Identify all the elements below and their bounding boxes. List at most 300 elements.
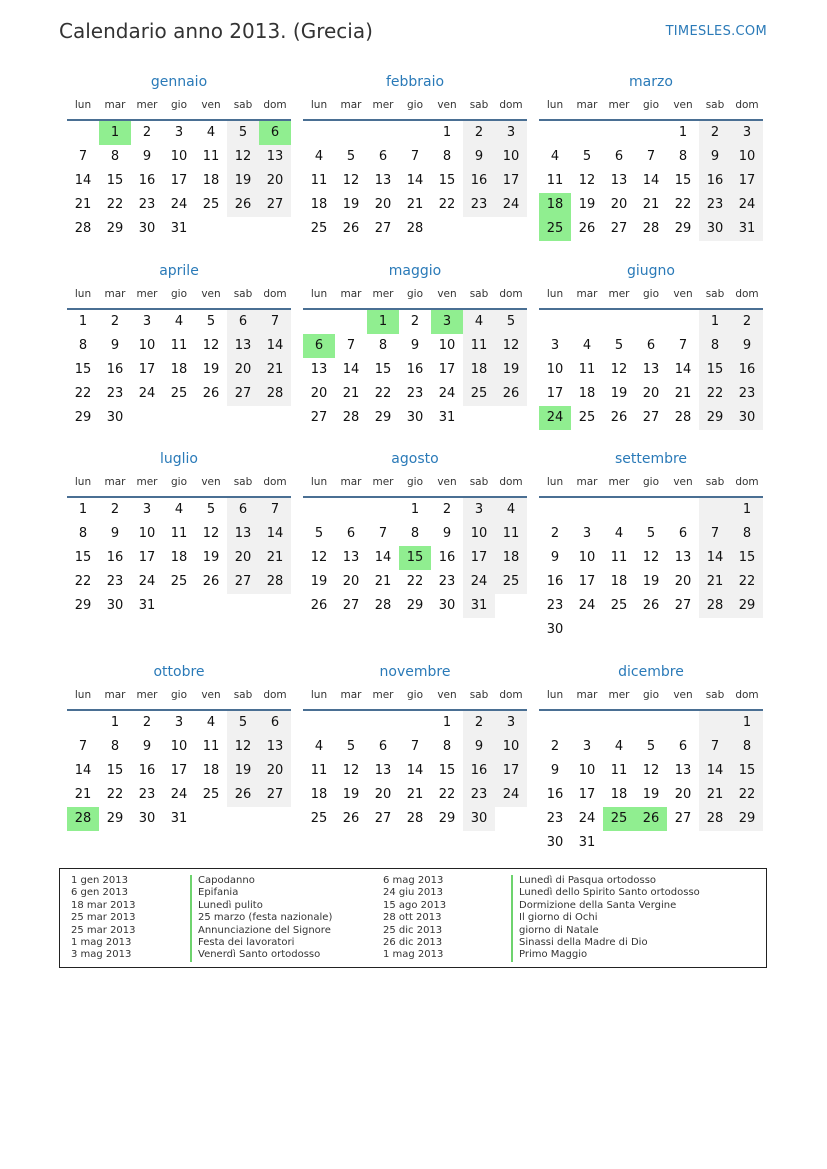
- weekday-label: dom: [499, 288, 523, 300]
- day-cell: 21: [406, 787, 424, 802]
- weekday-header: [303, 93, 527, 121]
- empty-cell: [303, 711, 335, 735]
- day-cell: 13: [642, 362, 660, 377]
- empty-cell: [67, 121, 99, 145]
- day-cell: 30: [138, 811, 156, 826]
- day-cell: 18: [170, 550, 188, 565]
- day-cell: 3: [495, 711, 527, 735]
- day-cell: 12: [202, 526, 220, 541]
- holiday-name: Primo Maggio: [511, 949, 587, 961]
- month-luglio: [67, 448, 291, 618]
- month-aprile: [67, 260, 291, 430]
- day-cell: 24: [438, 386, 456, 401]
- month-maggio: [303, 260, 527, 430]
- day-cell: 29: [74, 410, 92, 425]
- day-cell: 18: [202, 173, 220, 188]
- day-cell: 5: [614, 338, 624, 353]
- weekday-header: [539, 93, 763, 121]
- day-cell: 14: [699, 546, 731, 570]
- holiday-name: Dormizione della Santa Vergine: [511, 900, 676, 912]
- day-cell: 15: [438, 173, 456, 188]
- day-cell: 9: [699, 145, 731, 169]
- day-cell: 9: [442, 526, 452, 541]
- empty-cell: [731, 831, 763, 855]
- holiday-date: 1 gen 2013: [71, 875, 129, 886]
- day-cell: 7: [78, 739, 88, 754]
- empty-cell: [571, 310, 603, 334]
- holiday-entry: [60, 887, 700, 899]
- day-cell: 28: [74, 221, 92, 236]
- day-cell: 20: [227, 358, 259, 382]
- day-cell: 6: [259, 121, 291, 145]
- day-cell: 21: [674, 386, 692, 401]
- day-cell: 21: [74, 787, 92, 802]
- day-cell: 29: [74, 598, 92, 613]
- empty-cell: [603, 711, 635, 735]
- day-cell: 5: [495, 310, 527, 334]
- day-grid: [539, 310, 763, 430]
- day-cell: 27: [674, 811, 692, 826]
- day-cell: 9: [550, 763, 560, 778]
- day-cell: 31: [463, 594, 495, 618]
- day-cell: 19: [227, 169, 259, 193]
- day-cell: 10: [438, 338, 456, 353]
- day-cell: 5: [646, 739, 656, 754]
- day-cell: 21: [699, 783, 731, 807]
- day-cell: 2: [463, 711, 495, 735]
- day-cell: 10: [578, 550, 596, 565]
- day-cell: 29: [106, 221, 124, 236]
- day-cell: 16: [438, 550, 456, 565]
- day-cell: 19: [578, 197, 596, 212]
- day-cell: 14: [259, 522, 291, 546]
- day-cell: 7: [78, 149, 88, 164]
- holiday-entry: [60, 937, 648, 949]
- month-dicembre: [539, 661, 763, 855]
- day-cell: 15: [731, 759, 763, 783]
- weekday-label: sab: [233, 288, 253, 300]
- day-cell: 26: [202, 386, 220, 401]
- day-cell: 11: [170, 338, 188, 353]
- day-cell: 6: [227, 310, 259, 334]
- weekday-label: ven: [437, 99, 457, 111]
- day-cell: 22: [74, 574, 92, 589]
- empty-cell: [495, 406, 527, 430]
- weekday-label: dom: [735, 689, 759, 701]
- day-cell: 13: [259, 145, 291, 169]
- day-cell: 2: [142, 715, 152, 730]
- day-cell: 15: [399, 546, 431, 570]
- day-cell: 20: [227, 546, 259, 570]
- day-cell: 4: [206, 125, 216, 140]
- holiday-entry: [60, 875, 657, 887]
- weekday-label: dom: [735, 476, 759, 488]
- day-cell: 16: [106, 550, 124, 565]
- day-cell: 29: [406, 598, 424, 613]
- day-cell: 28: [406, 811, 424, 826]
- day-cell: 1: [78, 314, 88, 329]
- weekday-label: gio: [406, 288, 423, 300]
- day-cell: 29: [731, 594, 763, 618]
- day-cell: 15: [438, 763, 456, 778]
- empty-cell: [195, 217, 227, 241]
- day-cell: 29: [374, 410, 392, 425]
- day-cell: 10: [170, 739, 188, 754]
- day-cell: 4: [174, 502, 184, 517]
- day-cell: 28: [67, 807, 99, 831]
- day-cell: 10: [495, 735, 527, 759]
- holiday-name: Il giorno di Ochi: [511, 912, 598, 924]
- empty-cell: [259, 807, 291, 831]
- day-cell: 13: [674, 763, 692, 778]
- day-cell: 3: [582, 526, 592, 541]
- weekday-label: mar: [576, 99, 598, 111]
- day-cell: 25: [610, 598, 628, 613]
- weekday-label: ven: [437, 476, 457, 488]
- month-name: marzo: [629, 74, 673, 90]
- weekday-label: dom: [735, 288, 759, 300]
- holiday-name: Annunciazione del Signore: [190, 925, 331, 937]
- day-cell: 20: [310, 386, 328, 401]
- weekday-label: gio: [170, 689, 187, 701]
- day-cell: 29: [438, 811, 456, 826]
- day-cell: 17: [578, 787, 596, 802]
- weekday-label: sab: [705, 288, 725, 300]
- day-cell: 5: [227, 711, 259, 735]
- day-cell: 21: [259, 358, 291, 382]
- day-cell: 30: [106, 410, 124, 425]
- day-cell: 24: [170, 787, 188, 802]
- holiday-name: giorno di Natale: [511, 925, 599, 937]
- weekday-label: mer: [608, 689, 630, 701]
- day-cell: 26: [495, 382, 527, 406]
- day-cell: 2: [110, 502, 120, 517]
- weekday-label: mer: [136, 288, 158, 300]
- day-cell: 1: [442, 125, 452, 140]
- day-cell: 9: [463, 735, 495, 759]
- day-cell: 8: [442, 739, 452, 754]
- day-cell: 9: [731, 334, 763, 358]
- day-cell: 5: [206, 314, 216, 329]
- month-name: luglio: [160, 451, 198, 467]
- day-cell: 11: [546, 173, 564, 188]
- day-cell: 27: [342, 598, 360, 613]
- day-cell: 6: [646, 338, 656, 353]
- empty-cell: [571, 711, 603, 735]
- day-cell: 2: [410, 314, 420, 329]
- empty-cell: [699, 498, 731, 522]
- day-cell: 27: [610, 221, 628, 236]
- empty-cell: [571, 618, 603, 642]
- day-cell: 20: [259, 169, 291, 193]
- month-name: ottobre: [153, 664, 205, 680]
- holiday-date: 25 mar 2013: [71, 912, 136, 924]
- day-cell: 22: [438, 787, 456, 802]
- day-cell: 18: [539, 193, 571, 217]
- day-cell: 18: [202, 763, 220, 778]
- month-name: febbraio: [385, 74, 445, 90]
- weekday-label: mer: [608, 476, 630, 488]
- day-cell: 12: [642, 763, 660, 778]
- day-cell: 12: [342, 173, 360, 188]
- day-cell: 31: [578, 835, 596, 850]
- day-cell: 5: [206, 502, 216, 517]
- day-cell: 27: [227, 382, 259, 406]
- day-cell: 21: [259, 546, 291, 570]
- weekday-label: sab: [469, 689, 489, 701]
- day-cell: 2: [550, 739, 560, 754]
- day-cell: 22: [731, 570, 763, 594]
- day-cell: 15: [674, 173, 692, 188]
- day-cell: 30: [546, 835, 564, 850]
- empty-cell: [603, 498, 635, 522]
- weekday-label: mar: [576, 288, 598, 300]
- day-cell: 23: [546, 811, 564, 826]
- day-cell: 17: [546, 386, 564, 401]
- holiday-entry: [60, 899, 677, 912]
- day-cell: 9: [550, 550, 560, 565]
- day-cell: 18: [310, 197, 328, 212]
- day-cell: 12: [495, 334, 527, 358]
- day-cell: 12: [578, 173, 596, 188]
- empty-cell: [227, 406, 259, 430]
- day-cell: 16: [138, 173, 156, 188]
- day-grid: [303, 498, 527, 618]
- day-cell: 4: [174, 314, 184, 329]
- day-cell: 16: [138, 763, 156, 778]
- empty-cell: [667, 618, 699, 642]
- day-cell: 2: [142, 125, 152, 140]
- day-cell: 3: [174, 715, 184, 730]
- empty-cell: [335, 310, 367, 334]
- holiday-entry: [60, 924, 599, 937]
- day-cell: 8: [410, 526, 420, 541]
- weekday-label: sab: [705, 476, 725, 488]
- weekday-label: sab: [705, 99, 725, 111]
- month-febbraio: [303, 71, 527, 241]
- day-cell: 14: [74, 173, 92, 188]
- empty-cell: [635, 121, 667, 145]
- day-cell: 16: [546, 574, 564, 589]
- weekday-label: mer: [372, 689, 394, 701]
- day-cell: 24: [731, 193, 763, 217]
- day-cell: 3: [142, 314, 152, 329]
- day-cell: 6: [303, 334, 335, 358]
- day-cell: 19: [610, 386, 628, 401]
- day-cell: 12: [310, 550, 328, 565]
- day-cell: 25: [578, 410, 596, 425]
- day-cell: 10: [138, 338, 156, 353]
- day-cell: 9: [142, 739, 152, 754]
- day-grid: [539, 121, 763, 241]
- month-giugno: [539, 260, 763, 430]
- day-cell: 21: [642, 197, 660, 212]
- weekday-label: mar: [104, 476, 126, 488]
- empty-cell: [635, 711, 667, 735]
- day-grid: [303, 711, 527, 831]
- empty-cell: [463, 406, 495, 430]
- day-cell: 14: [642, 173, 660, 188]
- day-cell: 11: [170, 526, 188, 541]
- day-cell: 24: [539, 406, 571, 430]
- day-cell: 31: [438, 410, 456, 425]
- day-cell: 22: [406, 574, 424, 589]
- day-cell: 12: [227, 735, 259, 759]
- holiday-name: Lunedì di Pasqua ortodosso: [511, 875, 656, 887]
- empty-cell: [635, 831, 667, 855]
- day-cell: 7: [699, 735, 731, 759]
- holiday-entry: [60, 912, 598, 924]
- day-cell: 26: [635, 807, 667, 831]
- day-cell: 2: [731, 310, 763, 334]
- day-cell: 25: [495, 570, 527, 594]
- weekday-label: lun: [74, 689, 92, 701]
- day-cell: 13: [227, 522, 259, 546]
- day-cell: 24: [578, 598, 596, 613]
- empty-cell: [539, 711, 571, 735]
- day-cell: 19: [342, 197, 360, 212]
- day-cell: 15: [106, 173, 124, 188]
- day-cell: 13: [374, 763, 392, 778]
- weekday-label: sab: [233, 99, 253, 111]
- day-cell: 18: [310, 787, 328, 802]
- day-cell: 27: [259, 193, 291, 217]
- day-cell: 11: [610, 550, 628, 565]
- day-cell: 22: [674, 197, 692, 212]
- empty-cell: [227, 807, 259, 831]
- day-cell: 1: [678, 125, 688, 140]
- day-cell: 21: [374, 574, 392, 589]
- day-cell: 28: [374, 598, 392, 613]
- empty-cell: [335, 711, 367, 735]
- weekday-label: ven: [673, 288, 693, 300]
- holiday-date: 25 dic 2013: [383, 924, 443, 936]
- weekday-label: mar: [576, 689, 598, 701]
- empty-cell: [195, 594, 227, 618]
- day-cell: 7: [678, 338, 688, 353]
- day-grid: [67, 711, 291, 831]
- weekday-label: lun: [546, 476, 564, 488]
- weekday-label: dom: [263, 99, 287, 111]
- holiday-name: Lunedì pulito: [190, 900, 263, 912]
- day-cell: 16: [106, 362, 124, 377]
- weekday-label: gio: [406, 99, 423, 111]
- day-cell: 7: [410, 149, 420, 164]
- day-cell: 4: [614, 739, 624, 754]
- day-cell: 28: [259, 382, 291, 406]
- empty-cell: [303, 310, 335, 334]
- day-cell: 17: [463, 546, 495, 570]
- day-cell: 7: [378, 526, 388, 541]
- day-cell: 18: [463, 358, 495, 382]
- weekday-label: sab: [469, 288, 489, 300]
- month-name: dicembre: [618, 664, 684, 680]
- day-cell: 19: [310, 574, 328, 589]
- day-cell: 16: [699, 169, 731, 193]
- day-cell: 22: [106, 787, 124, 802]
- day-cell: 20: [642, 386, 660, 401]
- weekday-label: mer: [136, 99, 158, 111]
- day-cell: 19: [227, 759, 259, 783]
- day-cell: 1: [367, 310, 399, 334]
- weekday-label: mer: [372, 288, 394, 300]
- day-cell: 25: [310, 221, 328, 236]
- day-cell: 2: [699, 121, 731, 145]
- month-name: settembre: [614, 451, 688, 467]
- empty-cell: [367, 711, 399, 735]
- day-cell: 22: [438, 197, 456, 212]
- weekday-label: mar: [340, 689, 362, 701]
- weekday-header: [67, 93, 291, 121]
- day-cell: 9: [110, 526, 120, 541]
- day-cell: 18: [610, 574, 628, 589]
- day-cell: 9: [142, 149, 152, 164]
- day-grid: [67, 498, 291, 618]
- month-gennaio: [67, 71, 291, 241]
- weekday-label: sab: [469, 476, 489, 488]
- day-cell: 3: [142, 502, 152, 517]
- day-cell: 9: [410, 338, 420, 353]
- weekday-label: gio: [170, 476, 187, 488]
- day-cell: 8: [678, 149, 688, 164]
- day-cell: 22: [374, 386, 392, 401]
- weekday-label: gio: [642, 689, 659, 701]
- day-cell: 21: [699, 570, 731, 594]
- day-cell: 25: [170, 574, 188, 589]
- day-cell: 6: [378, 739, 388, 754]
- day-cell: 24: [138, 574, 156, 589]
- holiday-entry: [60, 949, 588, 961]
- day-cell: 24: [170, 197, 188, 212]
- day-cell: 11: [610, 763, 628, 778]
- day-cell: 30: [731, 406, 763, 430]
- day-cell: 23: [438, 574, 456, 589]
- day-cell: 4: [495, 498, 527, 522]
- empty-cell: [539, 310, 571, 334]
- day-cell: 14: [699, 759, 731, 783]
- day-cell: 23: [138, 787, 156, 802]
- day-cell: 23: [138, 197, 156, 212]
- day-cell: 2: [442, 502, 452, 517]
- holiday-date: 3 mag 2013: [71, 949, 132, 961]
- day-cell: 9: [463, 145, 495, 169]
- day-cell: 26: [227, 193, 259, 217]
- weekday-label: mer: [372, 99, 394, 111]
- day-cell: 4: [206, 715, 216, 730]
- day-cell: 28: [674, 410, 692, 425]
- day-cell: 3: [582, 739, 592, 754]
- day-cell: 12: [227, 145, 259, 169]
- empty-cell: [603, 121, 635, 145]
- weekday-label: mar: [340, 288, 362, 300]
- month-settembre: [539, 448, 763, 642]
- day-cell: 13: [374, 173, 392, 188]
- day-cell: 1: [442, 715, 452, 730]
- month-name: agosto: [391, 451, 439, 467]
- day-cell: 6: [678, 526, 688, 541]
- weekday-label: lun: [310, 689, 328, 701]
- day-cell: 3: [731, 121, 763, 145]
- day-cell: 25: [202, 197, 220, 212]
- day-cell: 23: [731, 382, 763, 406]
- day-cell: 6: [378, 149, 388, 164]
- brand-link[interactable]: TIMESLES.COM: [665, 24, 767, 39]
- day-cell: 26: [202, 574, 220, 589]
- day-cell: 16: [463, 169, 495, 193]
- day-cell: 19: [342, 787, 360, 802]
- day-cell: 30: [463, 807, 495, 831]
- day-cell: 23: [463, 783, 495, 807]
